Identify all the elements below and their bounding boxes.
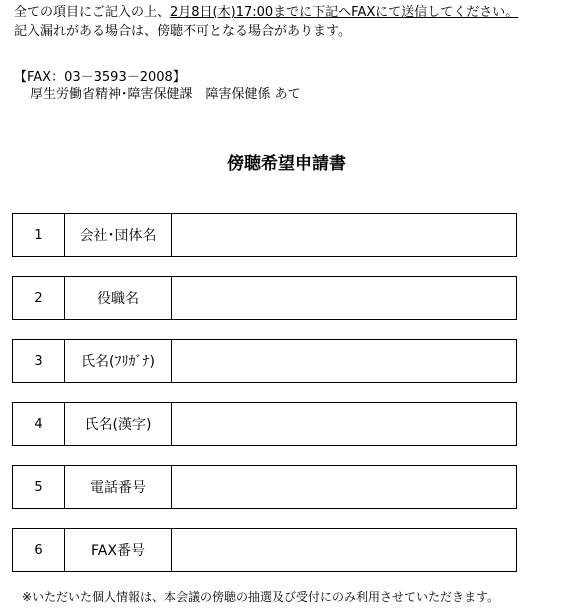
row-number: 3 bbox=[13, 340, 65, 382]
form-title: 傍聴希望申請書 bbox=[227, 154, 346, 174]
fax-recipient: 厚生労働省精神･障害保健課 障害保健係 あて bbox=[30, 87, 301, 102]
row-label: FAX番号 bbox=[65, 529, 172, 571]
row-label: 氏名(ﾌﾘｶﾞﾅ) bbox=[65, 340, 172, 382]
row-label: 会社･団体名 bbox=[65, 214, 172, 256]
form-row-name-kana bbox=[12, 339, 517, 383]
phone-field[interactable] bbox=[172, 466, 516, 508]
instruction-line-1 bbox=[14, 5, 518, 21]
row-number: 1 bbox=[13, 214, 65, 256]
row-number: 6 bbox=[13, 529, 65, 571]
position-field[interactable] bbox=[172, 277, 516, 319]
row-label: 氏名(漢字) bbox=[65, 403, 172, 445]
name-kana-field[interactable] bbox=[172, 340, 516, 382]
instruction-line-2: 記入漏れがある場合は、傍聴不可となる場合があります。 bbox=[14, 24, 351, 39]
privacy-footnote: ※いただいた個人情報は、本会議の傍聴の抽選及び受付にのみ利用させていただきます。 bbox=[22, 590, 500, 604]
form-row-position bbox=[12, 276, 517, 320]
instruction-lead: 全ての項目にご記入の上、 bbox=[14, 5, 171, 20]
form-row-company bbox=[12, 213, 517, 257]
row-label: 電話番号 bbox=[65, 466, 172, 508]
form-row-phone bbox=[12, 465, 517, 509]
row-number: 2 bbox=[13, 277, 65, 319]
row-number: 5 bbox=[13, 466, 65, 508]
name-kanji-field[interactable] bbox=[172, 403, 516, 445]
form-row-fax bbox=[12, 528, 517, 572]
row-label: 役職名 bbox=[65, 277, 172, 319]
fax-number: 【FAX：03－3593－2008】 bbox=[14, 70, 186, 85]
form-row-name-kanji bbox=[12, 402, 517, 446]
deadline-text: 2月8日(木)17:00までに下記へFAXにて送信してください。 bbox=[170, 5, 519, 20]
fax-field[interactable] bbox=[172, 529, 516, 571]
row-number: 4 bbox=[13, 403, 65, 445]
company-field[interactable] bbox=[172, 214, 516, 256]
